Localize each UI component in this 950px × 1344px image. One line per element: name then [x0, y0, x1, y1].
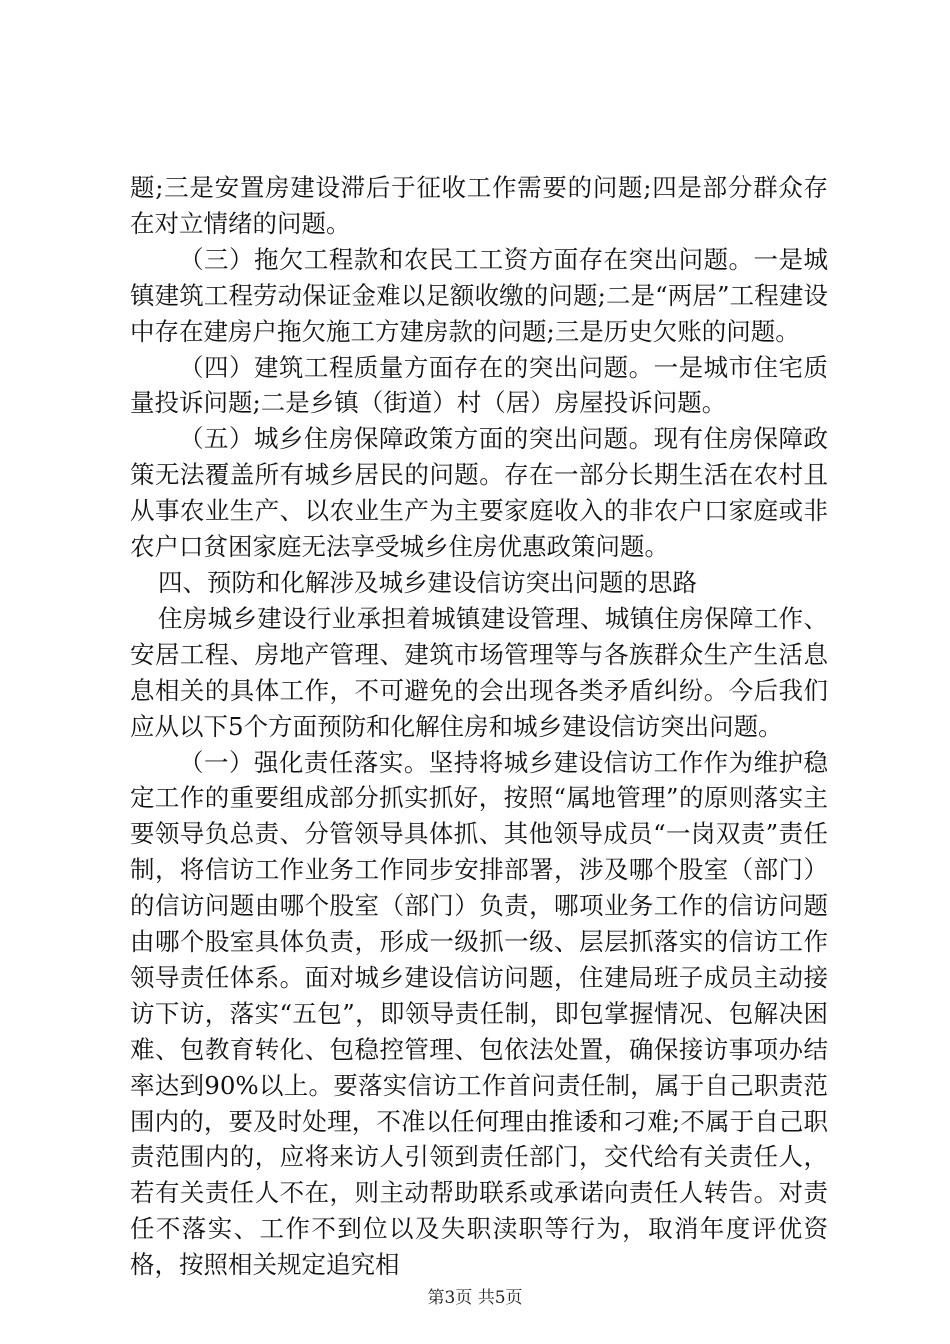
paragraph-section-4: （四）建筑工程质量方面存在的突出问题。一是城市住宅质量投诉问题;二是乡镇（街道）村（居）房屋投诉问题。	[130, 352, 828, 418]
paragraph-intro: 住房城乡建设行业承担着城镇建设管理、城镇住房保障工作、安居工程、房地产管理、建筑市场管理等与各族群众生产生活息息相关的具体工作，不可避免的会出现各类矛盾纠纷。今后我们应从以下5个方面预防和化解住房和城乡建设信访突出问题。	[130, 603, 828, 741]
section-heading-4: 四、预防和化解涉及城乡建设信访突出问题的思路	[158, 567, 697, 597]
page-footer: 第3页 共5页	[427, 1288, 523, 1308]
paragraph-section-5: （五）城乡住房保障政策方面的突出问题。现有住房保障政策无法覆盖所有城乡居民的问题。存在一部分长期生活在农村且从事农业生产、以农业生产为主要家庭收入的非农户口家庭或非农户口贫困家庭无法享受城乡住房优惠政策问题。	[130, 424, 828, 562]
paragraph-continuation: 题;三是安置房建设滞后于征收工作需要的问题;四是部分群众存在对立情绪的问题。	[130, 173, 828, 238]
paragraph-section-3: （三）拖欠工程款和农民工工资方面存在突出问题。一是城镇建筑工程劳动保证金难以足额收缴的问题;二是“两居”工程建设中存在建房户拖欠施工方建房款的问题;三是历史欠账的问题。	[130, 244, 828, 346]
document-body	[130, 170, 828, 1283]
paragraph-measure-1: （一）强化责任落实。坚持将城乡建设信访工作作为维护稳定工作的重要组成部分抓实抓好，按照“属地管理”的原则落实主要领导负总责、分管领导具体抓、其他领导成员“一岗双责”责任制，将信访工作业务工作同步安排部署，涉及哪个股室（部门）的信访问题由哪个股室（部门）负责，哪项业务工作的信访问题由哪个股室具体负责，形成一级抓一级、层层抓落实的信访工作领导责任体系。面对城乡建设信访问题，住建局班子成员主动接访下访，落实“五包”，即领导责任制，即包掌握情况、包解决困难、包教育转化、包稳控管理、包依法处置，确保接访事项办结率达到90%以上。要落实信访工作首问责任制，属于自己职责范围内的，要及时处理，不准以任何理由推诿和刁难;不属于自己职责范围内的，应将来访人引领到责任部门，交代给有关责任人，若有关责任人不在，则主动帮助联系或承诺向责任人转告。对责任不落实、工作不到位以及失职渎职等行为，取消年度评优资格，按照相关规定追究相	[130, 747, 828, 1280]
